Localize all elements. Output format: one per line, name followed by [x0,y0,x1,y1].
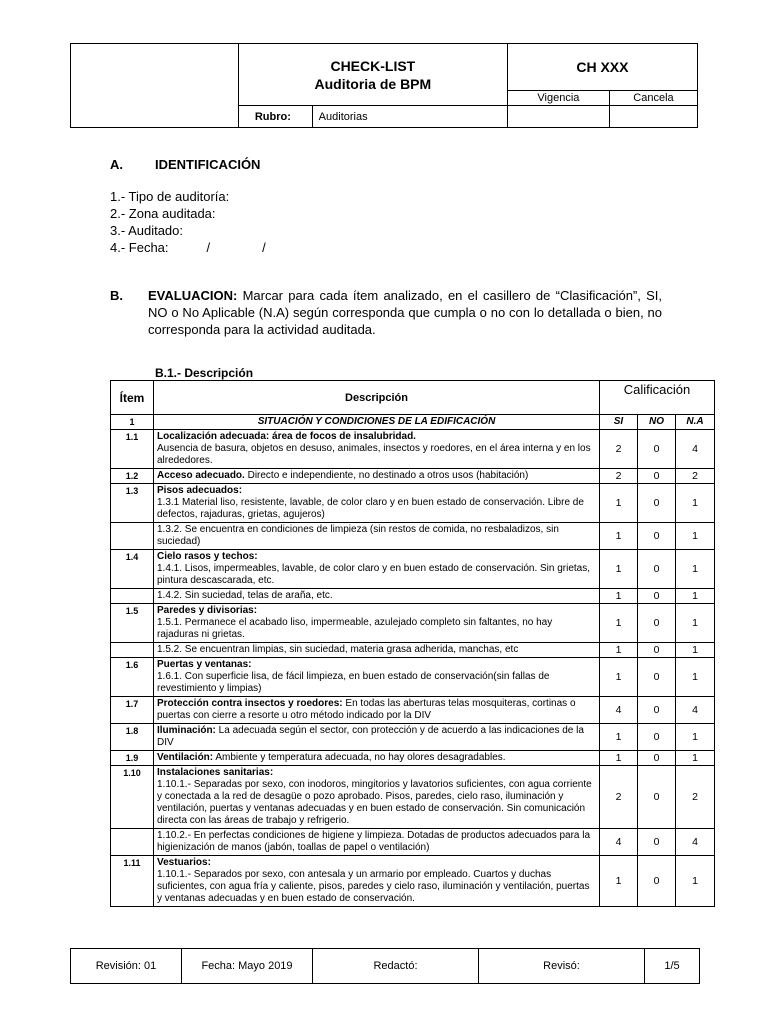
header-na: N.A [676,415,715,430]
row-score-no: 0 [638,658,676,697]
row-description-text: 1.6.1. Con superficie lisa, de fácil limpieza, en buen estado de conservación(sin fallas de revestimiento y limpias) [157,671,550,694]
row-score-si: 2 [600,469,638,484]
row-score-si: 1 [600,484,638,523]
row-score-no: 0 [638,643,676,658]
row-description-title: Ventilación: [157,752,214,763]
row-score-na: 2 [676,766,715,829]
row-description-text: Ambiente y temperatura adecuada, no hay olores desagradables. [213,752,506,763]
section-b-title: EVALUACION: [148,288,238,303]
row-item-number: 1.10 [111,766,154,829]
row-description [154,469,600,484]
id-item-auditado: 3.- Auditado: [110,223,183,238]
row-description [154,829,600,856]
document-footer [70,948,700,984]
identification-list [110,188,266,256]
b1-title: B.1.- Descripción [155,366,254,380]
table-row [111,469,715,484]
row-description-text: 1.4.2. Sin suciedad, telas de araña, etc. [157,590,333,601]
row-score-na: 1 [676,604,715,643]
row-score-no: 0 [638,856,676,907]
row-description-title: Iluminación: [157,725,216,736]
row-score-na: 1 [676,643,715,658]
table-row [111,856,715,907]
vigencia-value [507,106,609,128]
table-row [111,523,715,550]
document-code: CH XXX [507,44,697,91]
rubro-label: Rubro: [238,106,312,128]
row-item-number [111,523,154,550]
row-description-title: Puertas y ventanas: [157,659,252,670]
row-description-text: En todas las aberturas telas mosquiteras, cortinas o puertas con cierre a resorte u otro método indicado por la DIV [157,698,576,721]
row-item-number: 1.9 [111,751,154,766]
row-score-no: 0 [638,484,676,523]
section-b-letter: B. [110,288,123,303]
table-row [111,724,715,751]
row-score-no: 0 [638,604,676,643]
document-title [238,44,507,106]
row-score-na: 1 [676,523,715,550]
row-score-si: 1 [600,724,638,751]
section-a-heading [110,157,260,172]
row-description-text: 1.4.1. Lisos, impermeables, lavable, de color claro y en buen estado de conservación. Sin grietas, pintura descascarada, etc. [157,563,591,586]
row-score-na: 1 [676,724,715,751]
row-score-si: 1 [600,658,638,697]
row-score-no: 0 [638,829,676,856]
section-b-text: Marcar para cada ítem analizado, en el casillero de “Clasificación”, SI, NO o No Aplicable (N.A) según corresponda que cumpla o no con lo detallada o bien, no corresponda para la actividad auditada. [148,288,662,337]
row-item-number: 1.6 [111,658,154,697]
row-score-no: 0 [638,469,676,484]
header-description: Descripción [154,381,600,415]
row-description-text: 1.5.1. Permanece el acabado liso, impermeable, azulejado completo sin faltantes, no hay rajaduras ni grietas. [157,617,553,640]
row-score-na: 4 [676,697,715,724]
row-score-si: 1 [600,604,638,643]
table-row [111,766,715,829]
evaluation-table [110,380,715,907]
row-score-na: 1 [676,658,715,697]
table-row [111,697,715,724]
table-row [111,589,715,604]
date-separator: / [262,240,266,255]
header-no: NO [638,415,676,430]
table-row [111,643,715,658]
rubro-value: Auditorias [312,106,507,128]
row-description-text: 1.3.1 Material liso, resistente, lavable, de color claro y en buen estado de conservación. Libre de defectos, rajaduras, grietas, agujeros) [157,497,584,520]
row-score-na: 1 [676,484,715,523]
row-score-si: 1 [600,550,638,589]
row-description-text: 1.3.2. Se encuentra en condiciones de limpieza (sin restos de comida, no resbaladizos, sin suciedad) [157,524,559,547]
row-description [154,550,600,589]
row-item-number: 1.2 [111,469,154,484]
row-item-number: 1.1 [111,430,154,469]
row-item-number [111,643,154,658]
id-item-zona: 2.- Zona auditada: [110,206,216,221]
row-score-si: 2 [600,430,638,469]
section-a-title: IDENTIFICACIÓN [155,157,261,172]
row-description [154,766,600,829]
section-b-paragraph [110,287,662,338]
row-item-number: 1.5 [111,604,154,643]
row-description-title: Instalaciones sanitarias: [157,767,274,778]
row-description [154,658,600,697]
row-score-si: 4 [600,697,638,724]
row-item-number: 1.7 [111,697,154,724]
row-score-na: 1 [676,550,715,589]
table-row [111,430,715,469]
row-description-text: 1.10.1.- Separadas por sexo, con inodoros, mingitorios y lavatorios suficientes, con agua corriente y conectada a la red de desagüe o pozo aprobado. Pisos, paredes, cielo raso, iluminación y ventilación, puertas y ventanas adecuadas y en buen estado de conservación. Sin comunicación directa con las áreas de trabajo y refrigerio. [157,779,592,826]
row-description-text: 1.10.2.- En perfectas condiciones de higiene y limpieza. Dotadas de productos adecuados para la higienización de manos (jabón, toallas de papel o ventilación) [157,830,591,853]
section-a-letter: A. [110,157,123,172]
row-score-na: 1 [676,751,715,766]
table-row [111,658,715,697]
row-description [154,484,600,523]
title-line1: CHECK-LIST [330,57,416,74]
table-row [111,751,715,766]
row-description-title: Pisos adecuados: [157,485,243,496]
row-description [154,697,600,724]
row-score-no: 0 [638,766,676,829]
row-score-si: 1 [600,589,638,604]
row-score-si: 1 [600,523,638,550]
row-score-si: 1 [600,643,638,658]
row-description [154,430,600,469]
row-item-number: 1.4 [111,550,154,589]
row-score-na: 1 [676,589,715,604]
row-score-si: 4 [600,829,638,856]
row-score-no: 0 [638,697,676,724]
footer-reviso: Revisó: [479,949,645,984]
table-row [111,484,715,523]
cancela-value [609,106,697,128]
header-item: Ítem [111,381,154,415]
footer-page: 1/5 [645,949,700,984]
header-calificacion: Calificación [600,381,715,415]
row-score-si: 2 [600,766,638,829]
table-row [111,829,715,856]
date-separator: / [206,240,211,255]
row-score-si: 1 [600,856,638,907]
logo-area [71,44,239,128]
row-description-text: Ausencia de basura, objetos en desuso, animales, insectos y roedores, en el área interna y en los alrededores. [157,443,591,466]
row-description [154,604,600,643]
row-description-title: Localización adecuada: área de focos de insalubridad. [157,431,416,442]
footer-redacto: Redactó: [313,949,479,984]
row-description-text: 1.5.2. Se encuentran limpias, sin suciedad, materia grasa adherida, manchas, etc [157,644,519,655]
row-item-number: 1.11 [111,856,154,907]
row-description [154,724,600,751]
row-item-number: 1.3 [111,484,154,523]
table-row [111,550,715,589]
row-score-na: 1 [676,856,715,907]
document-header [70,43,698,128]
row-item-number: 1.8 [111,724,154,751]
row-score-na: 2 [676,469,715,484]
footer-revision: Revisión: 01 [71,949,182,984]
row-description-text: Directo e independiente, no destinado a otros usos (habitación) [244,470,529,481]
row-description [154,751,600,766]
row-description-title: Paredes y divisorias: [157,605,258,616]
subheader-num: 1 [111,415,154,430]
footer-fecha: Fecha: Mayo 2019 [182,949,313,984]
row-description-title: Protección contra insectos y roedores: [157,698,343,709]
row-description [154,589,600,604]
row-score-no: 0 [638,550,676,589]
row-description-title: Cielo rasos y techos: [157,551,258,562]
id-item-fecha: 4.- Fecha: / / [110,240,266,255]
subheader-title: SITUACIÓN Y CONDICIONES DE LA EDIFICACIÓN [154,415,600,430]
header-si: SI [600,415,638,430]
row-item-number [111,829,154,856]
row-score-no: 0 [638,523,676,550]
row-description-title: Vestuarios: [157,857,211,868]
title-line2: Auditoria de BPM [314,75,432,92]
row-description [154,523,600,550]
table-row [111,604,715,643]
row-description-title: Acceso adecuado. [157,470,245,481]
row-description-text: 1.10.1.- Separados por sexo, con antesala y un armario por empleado. Cuartos y duchas suficientes, con agua fría y caliente, pisos, paredes y cielo raso, iluminación y ventilación, puertas y ventanas adecuadas y en buen estado de conservación. [157,869,590,904]
row-description [154,643,600,658]
row-score-no: 0 [638,589,676,604]
row-score-na: 4 [676,430,715,469]
row-score-no: 0 [638,751,676,766]
id-item-tipo: 1.- Tipo de auditoría: [110,189,230,204]
row-score-no: 0 [638,430,676,469]
row-score-no: 0 [638,724,676,751]
cancela-label: Cancela [609,91,697,106]
vigencia-label: Vigencia [507,91,609,106]
row-score-na: 4 [676,829,715,856]
row-item-number [111,589,154,604]
row-description [154,856,600,907]
row-score-si: 1 [600,751,638,766]
row-description-text: La adecuada según el sector, con protección y de acuerdo a las indicaciones de la DIV [157,725,584,748]
